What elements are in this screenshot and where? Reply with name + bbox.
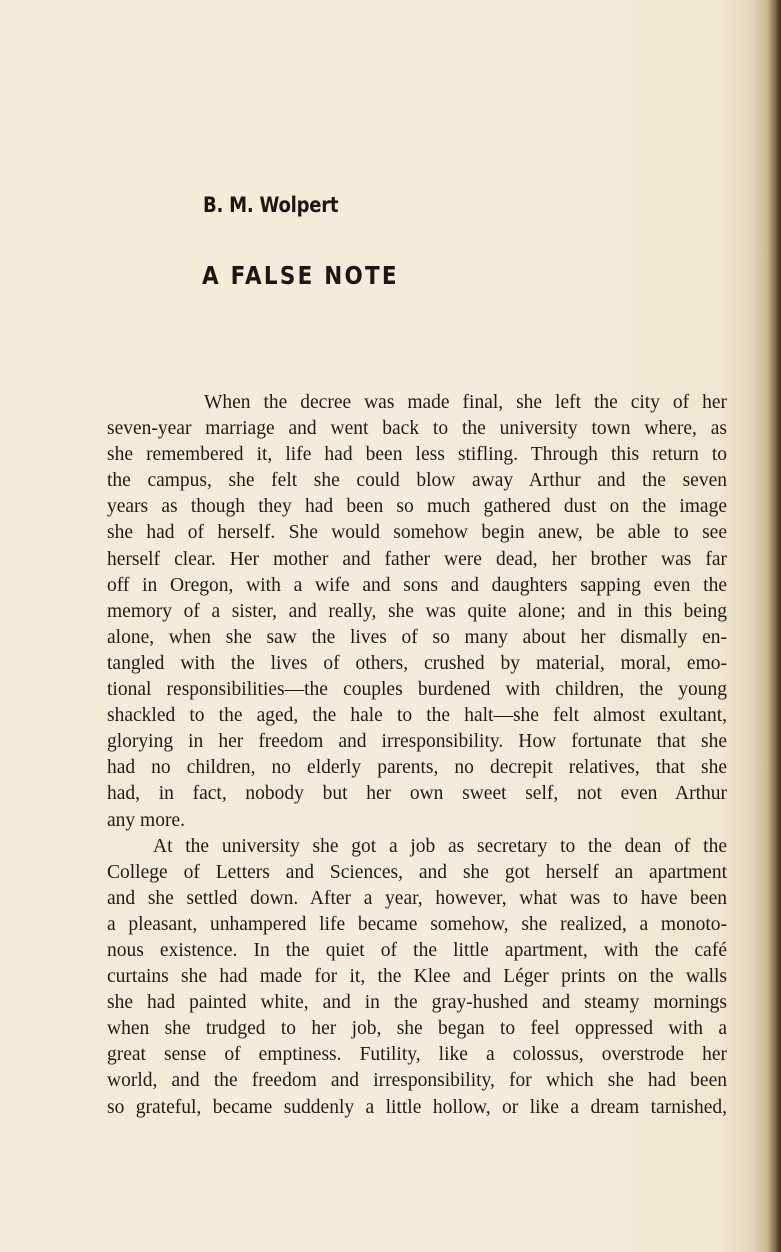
body-line: when she trudged to her job, she began to feel oppressed with a bbox=[107, 1018, 727, 1040]
page-edge-shadow bbox=[767, 0, 781, 1252]
body-line: world, and the freedom and irresponsibility, for which she had been bbox=[107, 1070, 727, 1092]
body-line: she had painted white, and in the gray-hushed and steamy mornings bbox=[107, 992, 727, 1014]
body-line: alone, when she saw the lives of so many about her dismally en- bbox=[107, 626, 727, 648]
body-line: she remembered it, life had been less stifling. Through this return to bbox=[107, 444, 727, 466]
body-line: nous existence. In the quiet of the little apartment, with the café bbox=[107, 939, 727, 961]
body-line: years as though they had been so much gathered dust on the image bbox=[107, 496, 727, 518]
body-line: great sense of emptiness. Futility, like a colossus, overstrode her bbox=[107, 1044, 727, 1066]
body-line: herself clear. Her mother and father were dead, her brother was far bbox=[107, 548, 727, 570]
body-line: had no children, no elderly parents, no decrepit relatives, that she bbox=[107, 757, 727, 779]
body-line: tangled with the lives of others, crushed by material, moral, emo- bbox=[107, 652, 727, 674]
body-line: shackled to the aged, the hale to the halt—she felt almost exultant, bbox=[107, 705, 727, 727]
body-line: the campus, she felt she could blow away Arthur and the seven bbox=[107, 470, 727, 492]
body-line: College of Letters and Sciences, and she got herself an apartment bbox=[107, 861, 727, 883]
body-line: memory of a sister, and really, she was quite alone; and in this being bbox=[107, 600, 727, 622]
body-line: At the university she got a job as secretary to the dean of the bbox=[153, 835, 727, 857]
body-line: any more. bbox=[107, 809, 185, 831]
body-line: had, in fact, nobody but her own sweet self, not even Arthur bbox=[107, 783, 727, 805]
body-line: When the decree was made final, she left the city of her bbox=[204, 392, 727, 413]
author-name: B. M. Wolpert bbox=[203, 193, 339, 217]
body-line: glorying in her freedom and irresponsibility. How fortunate that she bbox=[107, 731, 727, 753]
body-line: she had of herself. She would somehow begin anew, be able to see bbox=[107, 522, 727, 544]
body-line: so grateful, became suddenly a little hollow, or like a dream tarnished, bbox=[107, 1096, 727, 1118]
body-line: a pleasant, unhampered life became somehow, she realized, a monoto- bbox=[107, 913, 727, 935]
body-line: curtains she had made for it, the Klee and Léger prints on the walls bbox=[107, 966, 727, 988]
body-line: and she settled down. After a year, however, what was to have been bbox=[107, 887, 727, 909]
body-line: seven-year marriage and went back to the university town where, as bbox=[107, 418, 727, 440]
body-line: off in Oregon, with a wife and sons and daughters sapping even the bbox=[107, 574, 727, 596]
story-body bbox=[107, 390, 727, 1121]
body-line: tional responsibilities—the couples burdened with children, the young bbox=[107, 679, 727, 701]
story-title: A FALSE NOTE bbox=[202, 261, 399, 290]
